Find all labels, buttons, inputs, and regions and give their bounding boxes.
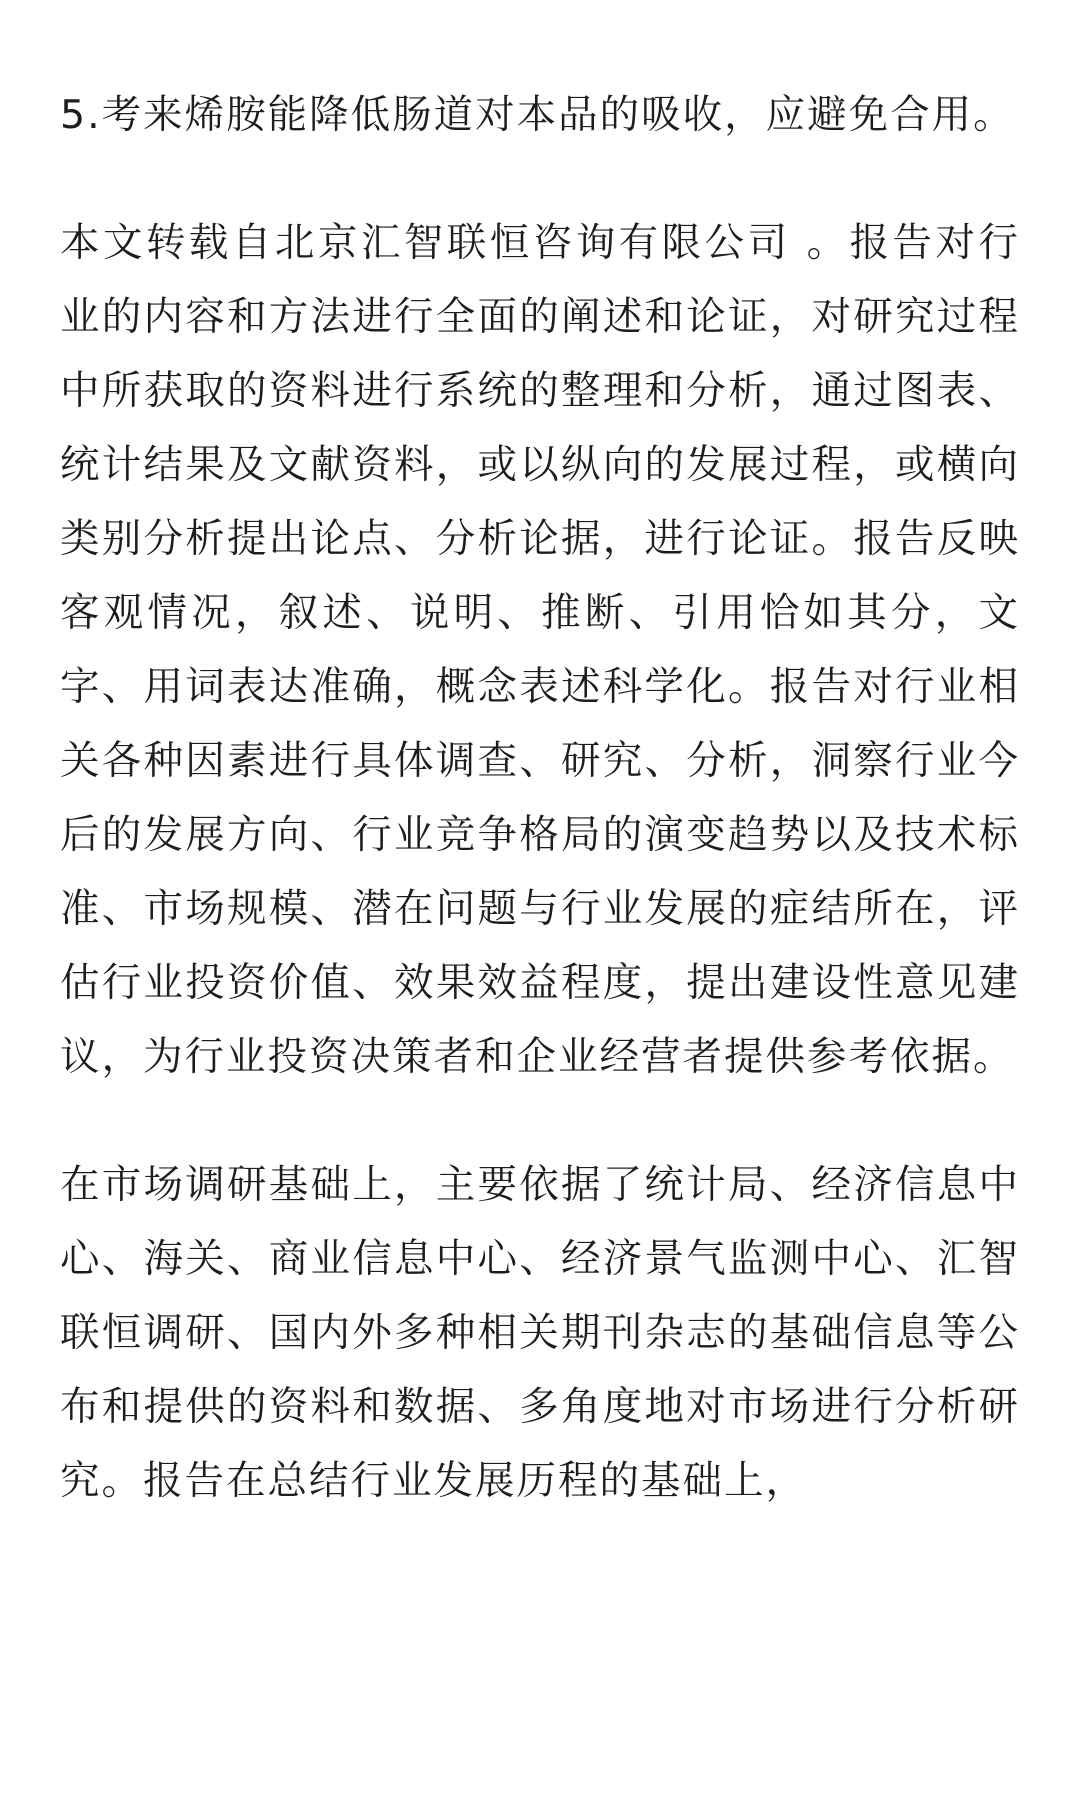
paragraph-research-basis: 在市场调研基础上，主要依据了统计局、经济信息中心、海关、商业信息中心、经济景气监测中心、汇智联恒调研、国内外多种相关期刊杂志的基础信息等公布和提供的资料和数据、多角度地对市场进行分析研究。报告在总结行业发展历程的基础上，	[60, 1162, 1020, 1504]
article-body	[60, 78, 1020, 1572]
paragraph-drug-interaction: 5.考来烯胺能降低肠道对本品的吸收，应避免合用。	[60, 92, 1015, 138]
paragraph-report-source: 本文转载自北京汇智联恒咨询有限公司 。报告对行业的内容和方法进行全面的阐述和论证，对研究过程中所获取的资料进行系统的整理和分析，通过图表、统计结果及文献资料，或以纵向的发展过程，或横向类别分析提出论点、分析论据，进行论证。报告反映客观情况，叙述、说明、推断、引用恰如其分，文字、用词表达准确，概念表述科学化。报告对行业相关各种因素进行具体调查、研究、分析，洞察行业今后的发展方向、行业竞争格局的演变趋势以及技术标准、市场规模、潜在问题与行业发展的症结所在，评估行业投资价值、效果效益程度，提出建设性意见建议，为行业投资决策者和企业经营者提供参考依据。	[60, 220, 1020, 1080]
